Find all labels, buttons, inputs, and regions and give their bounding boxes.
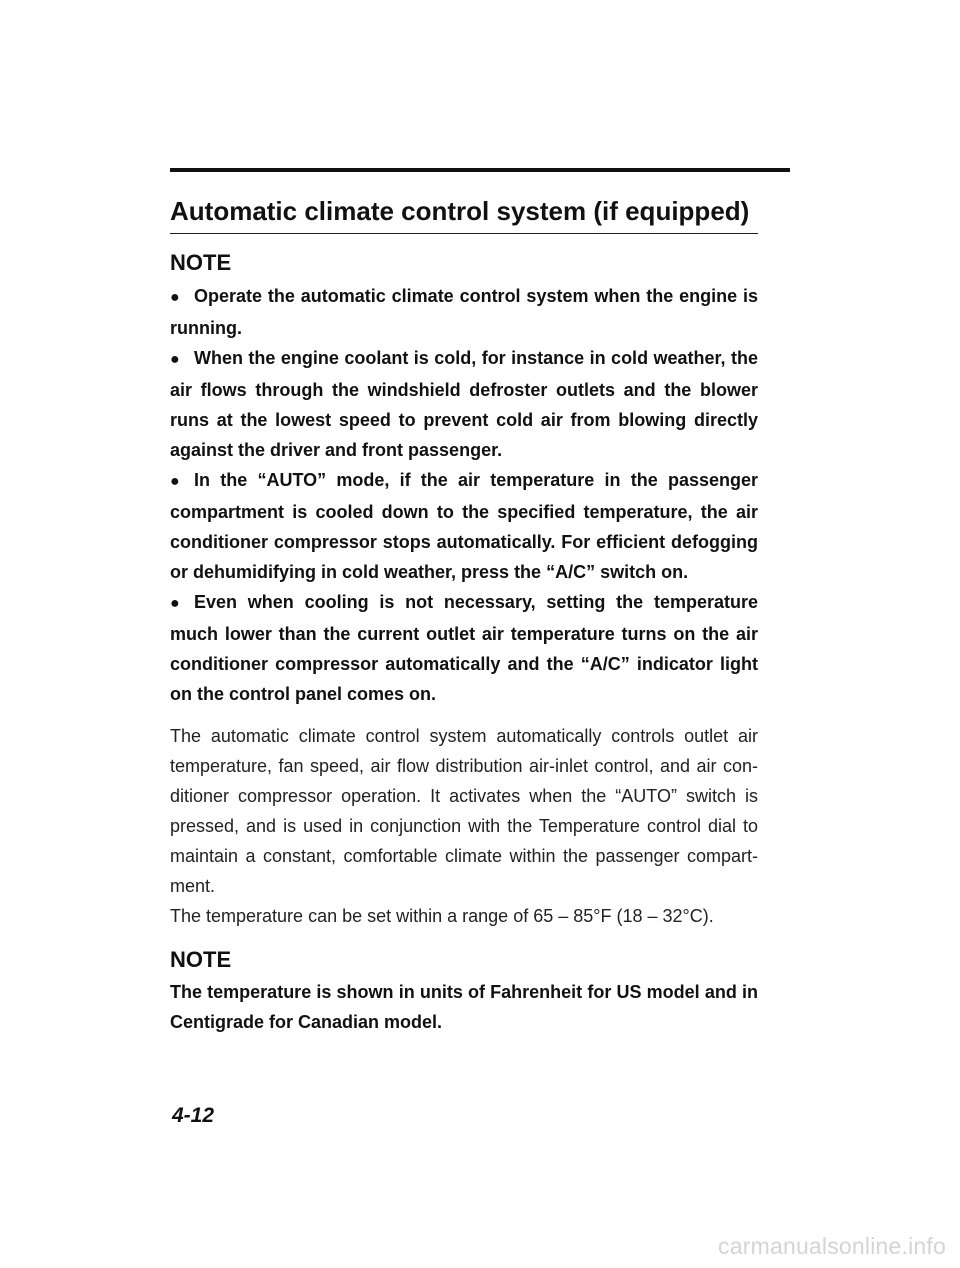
note-item-text: When the engine coolant is cold, for instance in cold weather, the air flows through the windshield defroster outlets and the blower runs at the lowest speed to prevent cold air from blowing directly against the driver and front passenger. bbox=[170, 347, 758, 460]
note-item-text: Operate the automatic climate control system when the engine is running. bbox=[170, 285, 758, 338]
note-item bbox=[170, 343, 758, 465]
note-heading-2: NOTE bbox=[170, 946, 232, 972]
note-item-text: Even when cooling is not necessary, setting the temperature much lower than the current outlet air temperature turns on the air conditioner compressor automatically and the “A/C” indicator light on the control panel comes on. bbox=[170, 591, 758, 704]
note-item bbox=[170, 587, 758, 709]
note-list bbox=[170, 281, 758, 709]
watermark: carmanualsonline.info bbox=[718, 1233, 946, 1259]
body-paragraph: The automatic climate control system automatically controls outlet air temperature, fan speed, air flow distribution air-inlet control, and air con-ditioner compressor operation. It activates when the “AUTO” switch is pressed, and is used in conjunction with the Temperature control dial to maintain a constant, comfortable climate within the passenger compart-ment. bbox=[170, 725, 758, 896]
body-paragraph-temperature-range: The temperature can be set within a range of 65 – 85°F (18 – 32°C). bbox=[170, 905, 714, 926]
bullet-icon: ● bbox=[170, 350, 180, 368]
bullet-icon: ● bbox=[170, 288, 180, 306]
note-text: The temperature is shown in units of Fahrenheit for US model and in Centigrade for Canadian model. bbox=[170, 981, 758, 1032]
note-heading: NOTE bbox=[170, 250, 232, 276]
note-item bbox=[170, 465, 758, 587]
section-title: Automatic climate control system (if equipped) bbox=[170, 196, 758, 234]
note-item-text: In the “AUTO” mode, if the air temperature in the passenger compartment is cooled down to the specified temperature, the air conditioner compressor stops automatically. For efficient defogging or dehumidifying in cold weather, press the “A/C” switch on. bbox=[170, 469, 758, 582]
top-rule bbox=[170, 168, 790, 172]
page-content bbox=[170, 196, 758, 1037]
bullet-icon: ● bbox=[170, 472, 180, 490]
page-number: 4-12 bbox=[172, 1104, 215, 1127]
bullet-icon: ● bbox=[170, 594, 180, 612]
note-item bbox=[170, 281, 758, 343]
